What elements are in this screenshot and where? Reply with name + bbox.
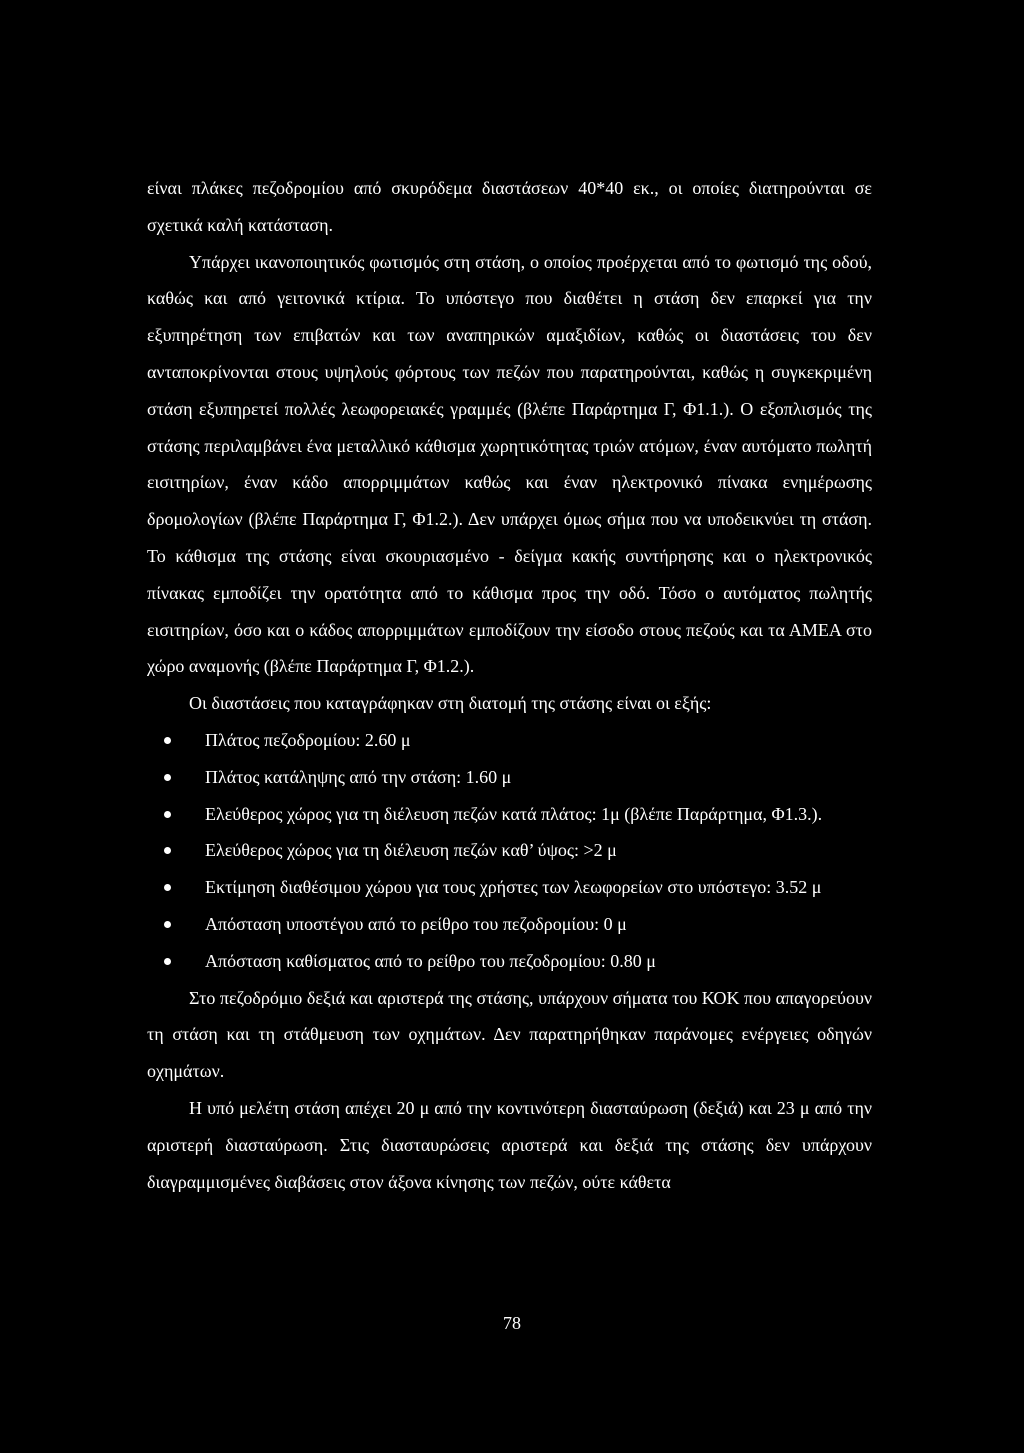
list-item-text: Εκτίμηση διαθέσιμου χώρου για τους χρήστες των λεωφορείων στο υπόστεγο: 3.52 μ (205, 877, 822, 898)
paragraph-5: Η υπό μελέτη στάση απέχει 20 μ από την κοντινότερη διασταύρωση (δεξιά) και 23 μ από την αριστερή διασταύρωση. Στις διασταυρώσεις αριστερά και δεξιά της στάσης δεν υπάρχουν διαγραμμισμένες διαβάσεις στον άξονα κίνησης των πεζών, ούτε κάθετα (147, 1097, 872, 1192)
list-item (147, 832, 872, 869)
list-item-text: Ελεύθερος χώρος για τη διέλευση πεζών καθ’ ύψος: >2 μ (205, 840, 617, 861)
list-item (147, 796, 872, 833)
list-item (147, 906, 872, 943)
paragraph-1: είναι πλάκες πεζοδρομίου από σκυρόδεμα διαστάσεων 40*40 εκ., οι οποίες διατηρούνται σε σχετικά καλή κατάσταση. (147, 178, 872, 235)
paragraph-4: Στο πεζοδρόμιο δεξιά και αριστερά της στάσης, υπάρχουν σήματα του ΚΟΚ που απαγορεύουν τη στάση και τη στάθμευση των οχημάτων. Δεν παρατηρήθηκαν παράνομες ενέργειες οδηγών οχημάτων. (147, 987, 872, 1082)
bullet-icon (164, 921, 171, 928)
list-item-text: Ελεύθερος χώρος για τη διέλευση πεζών κατά πλάτος: 1μ (βλέπε Παράρτημα, Φ1.3.). (205, 803, 823, 824)
document-body (147, 170, 872, 1200)
list-item-text: Πλάτος πεζοδρομίου: 2.60 μ (205, 729, 411, 750)
list-item (147, 943, 872, 980)
bullet-icon (164, 884, 171, 891)
bullet-icon (164, 774, 171, 781)
paragraph-2: Υπάρχει ικανοποιητικός φωτισμός στη στάση, ο οποίος προέρχεται από το φωτισμό της οδού, καθώς και από γειτονικά κτίρια. Το υπόστεγο που διαθέτει η στάση δεν επαρκεί για την εξυπηρέτηση των επιβατών και των αναπηρικών αμαξιδίων, καθώς οι διαστάσεις του δεν ανταποκρίνονται στους υψηλούς φόρτους των πεζών που παρατηρούνται, καθώς η συγκεκριμένη στάση εξυπηρετεί πολλές λεωφορειακές γραμμές (βλέπε Παράρτημα Γ, Φ1.1.). Ο εξοπλισμός της στάσης περιλαμβάνει ένα μεταλλικό κάθισμα χωρητικότητας τριών ατόμων, έναν αυτόματο πωλητή εισιτηρίων, έναν κάδο απορριμμάτων καθώς και έναν ηλεκτρονικό πίνακα ενημέρωσης δρομολογίων (βλέπε Παράρτημα Γ, Φ1.2.). Δεν υπάρχει όμως σήμα που να υποδεικνύει τη στάση. Το κάθισμα της στάσης είναι σκουριασμένο - δείγμα κακής συντήρησης και ο ηλεκτρονικός πίνακας εμποδίζει την ορατότητα από το κάθισμα προς την οδό. Τόσο ο αυτόματος πωλητής εισιτηρίων, όσο και ο κάδος απορριμμάτων εμποδίζουν την είσοδο στους πεζούς και τα ΑΜΕΑ στο χώρο αναμονής (βλέπε Παράρτημα Γ, Φ1.2.). (147, 251, 872, 677)
list-item-text: Απόσταση καθίσματος από το ρείθρο του πεζοδρομίου: 0.80 μ (205, 950, 656, 971)
list-item-text: Πλάτος κατάληψης από την στάση: 1.60 μ (205, 766, 512, 787)
list-item (147, 722, 872, 759)
list-item-text: Απόσταση υποστέγου από το ρείθρο του πεζοδρομίου: 0 μ (205, 913, 627, 934)
bullet-icon (164, 737, 171, 744)
bullet-icon (164, 958, 171, 965)
bullet-icon (164, 847, 171, 854)
bullet-icon (164, 811, 171, 818)
paragraph-3: Οι διαστάσεις που καταγράφηκαν στη διατομή της στάσης είναι οι εξής: (189, 693, 712, 714)
list-item (147, 869, 872, 906)
page-number: 78 (503, 1313, 521, 1333)
dimensions-list (147, 722, 872, 980)
list-item (147, 759, 872, 796)
